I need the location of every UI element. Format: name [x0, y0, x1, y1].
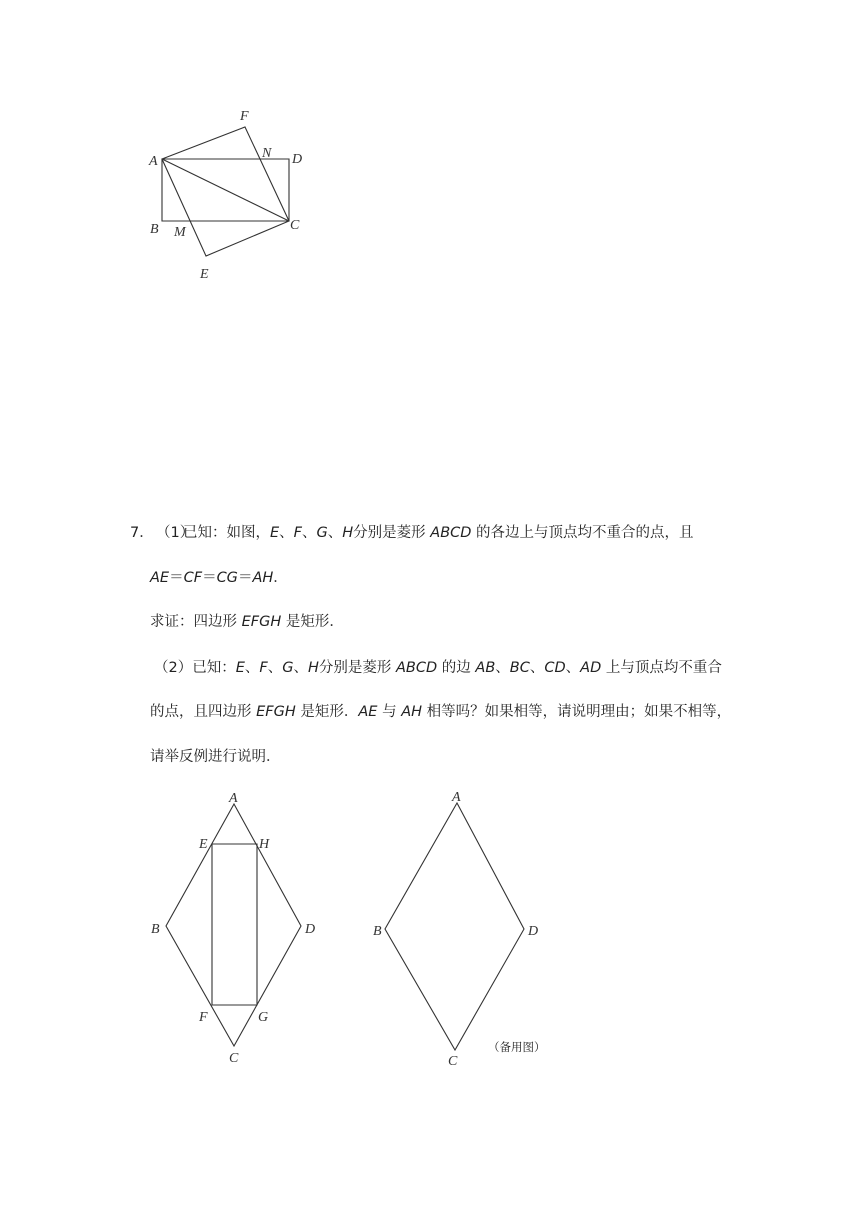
text-segment: 分别是菱形 [318, 660, 397, 676]
text-segment: 、 [267, 660, 283, 676]
part1-line2 [150, 568, 288, 588]
text-segment: 的各边上与顶点均不重合的点，且 [471, 525, 694, 541]
text-segment: 、 [327, 525, 343, 541]
math-variable: AE [358, 704, 378, 720]
math-variable: AH [252, 570, 274, 586]
label-e: E [199, 837, 208, 852]
text-segment: ＝ [169, 570, 184, 586]
label-c: C [290, 218, 300, 233]
part2-line2 [150, 702, 731, 722]
math-variable: F [259, 660, 268, 676]
label-a: A [452, 790, 461, 805]
math-variable: AH [401, 704, 423, 720]
spare-figure-caption: （备用图） [488, 1040, 546, 1054]
text-segment: 、 [529, 660, 545, 676]
math-variable: G [316, 525, 328, 541]
text-segment: 相等吗？如果相等，请说明理由；如果不相等， [422, 704, 732, 720]
math-variable: ABCD [396, 660, 438, 676]
label-n: N [262, 146, 272, 161]
label-c: C [229, 1051, 239, 1066]
text-segment: ＝ [237, 570, 253, 586]
math-variable: BC [509, 660, 530, 676]
label-f: F [240, 109, 249, 124]
label-d: D [305, 922, 316, 937]
label-b: B [151, 922, 160, 937]
label-a: A [229, 791, 238, 806]
text-segment: 、 [279, 525, 294, 541]
text-segment: （2）已知： [154, 660, 236, 676]
math-variable: H [308, 660, 319, 676]
text-segment: 与 [377, 704, 402, 720]
label-a: A [149, 154, 158, 169]
text-segment: 请举反例进行说明． [150, 749, 281, 765]
question-number: 7． [130, 525, 154, 541]
text-segment: 是矩形． [295, 704, 359, 720]
part1-line1 [183, 523, 694, 543]
text-segment: ＝ [202, 570, 217, 586]
text-segment: 的边 [437, 660, 476, 676]
rhombus-abcd-spare [385, 803, 524, 1050]
text-segment: 上与顶点均不重合 [601, 660, 722, 676]
math-variable: EFGH [241, 614, 282, 630]
text-segment: 已知：如图， [183, 525, 270, 541]
label-h: H [259, 837, 270, 852]
part2-line1 [154, 658, 722, 678]
label-e: E [200, 267, 209, 282]
label-f: F [199, 1010, 208, 1025]
label-g: G [258, 1010, 269, 1025]
math-variable: AD [580, 660, 602, 676]
part2-line3 [150, 747, 281, 767]
text-segment: 、 [302, 525, 317, 541]
math-variable: CG [216, 570, 238, 586]
part1-line3 [150, 612, 344, 632]
math-variable: H [342, 525, 354, 541]
text-segment: 、 [565, 660, 581, 676]
text-segment: 、 [495, 660, 510, 676]
label-d: D [528, 924, 539, 939]
label-b: B [373, 924, 382, 939]
text-segment: 、 [244, 660, 260, 676]
label-b: B [150, 222, 159, 237]
math-variable: EFGH [256, 704, 296, 720]
math-variable: E [235, 660, 245, 676]
math-variable: F [293, 525, 303, 541]
figure-spare-rhombus [0, 780, 860, 1080]
math-variable: CD [544, 660, 566, 676]
math-variable: AE [150, 570, 170, 586]
label-c: C [448, 1054, 458, 1069]
math-variable: ABCD [430, 525, 472, 541]
label-d: D [292, 152, 303, 167]
text-segment: 求证：四边形 [150, 614, 242, 630]
math-variable: G [282, 660, 294, 676]
text-segment: 、 [293, 660, 308, 676]
text-segment: ． [273, 570, 288, 586]
math-variable: E [270, 525, 280, 541]
part1-marker: （1） [156, 525, 195, 541]
label-m: M [174, 225, 186, 240]
text-segment: 是矩形． [281, 614, 344, 630]
math-variable: AB [475, 660, 496, 676]
text-segment: 分别是菱形 [353, 525, 431, 541]
text-segment: 的点，且四边形 [150, 704, 257, 720]
math-variable: CF [183, 570, 203, 586]
